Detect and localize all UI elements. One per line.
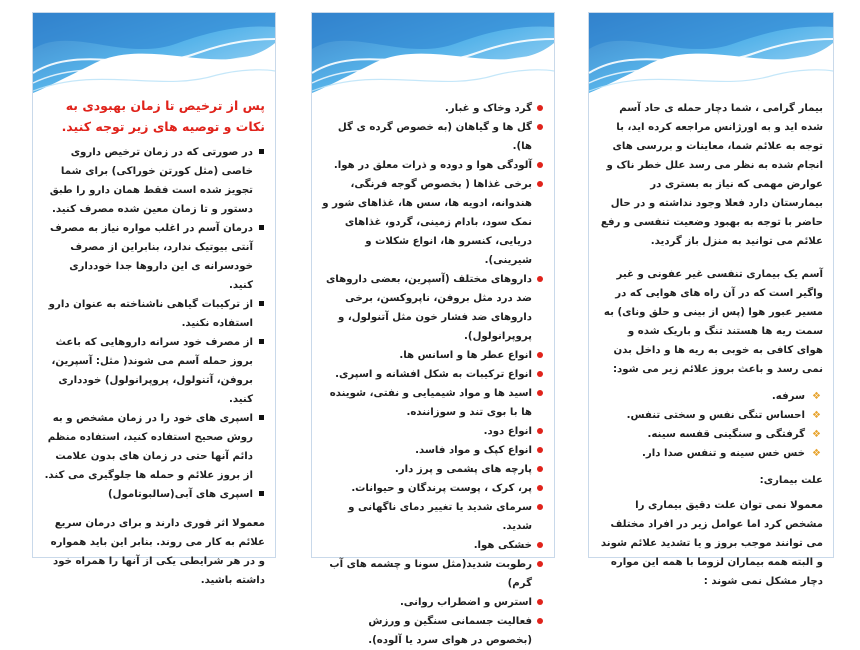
inhaler-note: معمولا اثر فوری دارند و برای درمان سریع علائم به کار می روند. بنابر این باید همواره و در هر شرایطی یکی از آنها را همراه خود داشته باشید. xyxy=(50,518,265,586)
header-wave-graphic xyxy=(312,13,554,93)
symptom-list xyxy=(599,387,823,463)
panel-triggers xyxy=(311,12,555,646)
panel-post-discharge xyxy=(32,12,276,586)
trigger-item: پر، کرک ، پوست پرندگان و حیوانات. xyxy=(322,479,544,498)
advice-item: از مصرف خود سرانه داروهایی که باعث بروز حمله آسم می شوند( مثل: آسپرین، بروفن، آتنولول، پروپرانولول) خودداری کنید. xyxy=(43,333,265,409)
advice-item: درمان آسم در اغلب مواره نیاز به مصرف آنتی بیوتیک ندارد، بنابراین از مصرف خودسرانه ی این داروها جدا خودداری کنید. xyxy=(43,219,265,295)
asthma-definition: آسم یک بیماری تنفسی غیر عفونی و غیر واگیر است که در آن راه های هوایی که در مسیر عبور هوا (پس از بینی و حلق ونای) به سمت ریه ها هستند تنگ و باریک شده و هوای کافی به خوبی به ریه ها و داخل بدن نمی رسد و باعث بروز علائم زیر می شود: xyxy=(603,269,823,375)
advice-item: اسپری های آبی(سالبوتامول) xyxy=(43,485,265,504)
trigger-item: پارچه های پشمی و پرز دار. xyxy=(322,460,544,479)
trigger-item: اسید ها و مواد شیمیایی و نفتی، شوینده ها با بوی تند و سوزاننده. xyxy=(322,384,544,422)
advice-item: از ترکیبات گیاهی ناشناخته به عنوان دارو استفاده نکنید. xyxy=(43,295,265,333)
header-wave-graphic xyxy=(589,13,833,93)
post-discharge-title: پس از ترخیص تا زمان بهبودی به نکات و توصیه های زیر توجه کنید. xyxy=(61,98,265,134)
trigger-list xyxy=(322,99,544,650)
trigger-item: سرمای شدید یا تغییر دمای ناگهانی و شدید. xyxy=(322,498,544,536)
trigger-item: داروهای مختلف (آسپرین، بعضی داروهای ضد درد مثل بروفن، ناپروکسن، برخی داروهای ضد فشار خون مثل آتنولول، و پروپرانولول). xyxy=(322,270,544,346)
advice-list xyxy=(43,143,265,504)
symptom-item: ❖ سرفه. xyxy=(599,387,823,406)
symptom-item: ❖ خس خس سینه و تنفس صدا دار. xyxy=(599,444,823,463)
symptom-item: ❖ احساس تنگی نفس و سختی تنفس. xyxy=(599,406,823,425)
trigger-item: خشکی هوا. xyxy=(322,536,544,555)
trigger-item: رطوبت شدید(مثل سونا و چشمه های آب گرم) xyxy=(322,555,544,593)
symptom-item: ❖ گرفتگی و سنگینی قفسه سینه. xyxy=(599,425,823,444)
trigger-item: انواع دود. xyxy=(322,422,544,441)
trigger-item: فعالیت جسمانی سنگین و ورزش (بخصوص در هوای سرد یا آلوده). xyxy=(322,612,544,650)
advice-item: اسپری های خود را در زمان مشخص و به روش صحیح استفاده کنید، استفاده منظم دائم آنها حتی در زمان های بدون علامت از بروز علائم و حمله ها جلوگیری می کند. xyxy=(43,409,265,485)
panel-introduction xyxy=(588,12,834,587)
trigger-item: آلودگی هوا و دوده و ذرات معلق در هوا. xyxy=(322,156,544,175)
intro-paragraph: بیمار گرامی ، شما دچار حمله ی حاد آسم شده اید و به اورژانس مراجعه کرده اید، با توجه به علائم شما، معاینات و بررسی های انجام شده به نظر می رسد علل خطر ناک و عوارض مهمی که نیاز به بستری در بیمارستان دارد فعلا وجود نداشته و در حال حاضر با توجه به بهبود وضعیت تنفسی و رفع علائم می توانید به منزل باز گردید. xyxy=(600,103,823,247)
trigger-item: انواع عطر ها و اسانس ها. xyxy=(322,346,544,365)
trigger-item: گرد وخاک و غبار. xyxy=(322,99,544,118)
trigger-item: استرس و اضطراب روانی. xyxy=(322,593,544,612)
advice-item: در صورتی که در زمان ترخیص داروی خاصی (مثل کورتن خوراکی) برای شما تجویز شده است فقط همان دارو را طبق دستور و تا زمان معین شده مصرف کنید. xyxy=(43,143,265,219)
trigger-item: انواع ترکیبات به شکل افشانه و اسپری. xyxy=(322,365,544,384)
trigger-item: گل ها و گیاهان (به خصوص گرده ی گل ها). xyxy=(322,118,544,156)
trigger-item: انواع کپک و مواد فاسد. xyxy=(322,441,544,460)
header-wave-graphic xyxy=(33,13,275,93)
trigger-item: برخی غذاها ( بخصوص گوجه فرنگی، هندوانه، ادویه ها، سس ها، غذاهای شور و نمک سود، بادام زمینی، گردو، غذاهای دریایی، کنسرو ها، انواع شکلات و شیرینی). xyxy=(322,175,544,270)
causes-paragraph: معمولا نمی توان علت دقیق بیماری را مشخص کرد اما عوامل زیر در افراد مختلف می توانند موجب بروز و یا تشدید علائم شوند و البته همه بیماران لزوما با همه این مواره دچار مشکل نمی شوند : xyxy=(600,500,823,587)
causes-heading: علت بیماری: xyxy=(759,475,823,486)
